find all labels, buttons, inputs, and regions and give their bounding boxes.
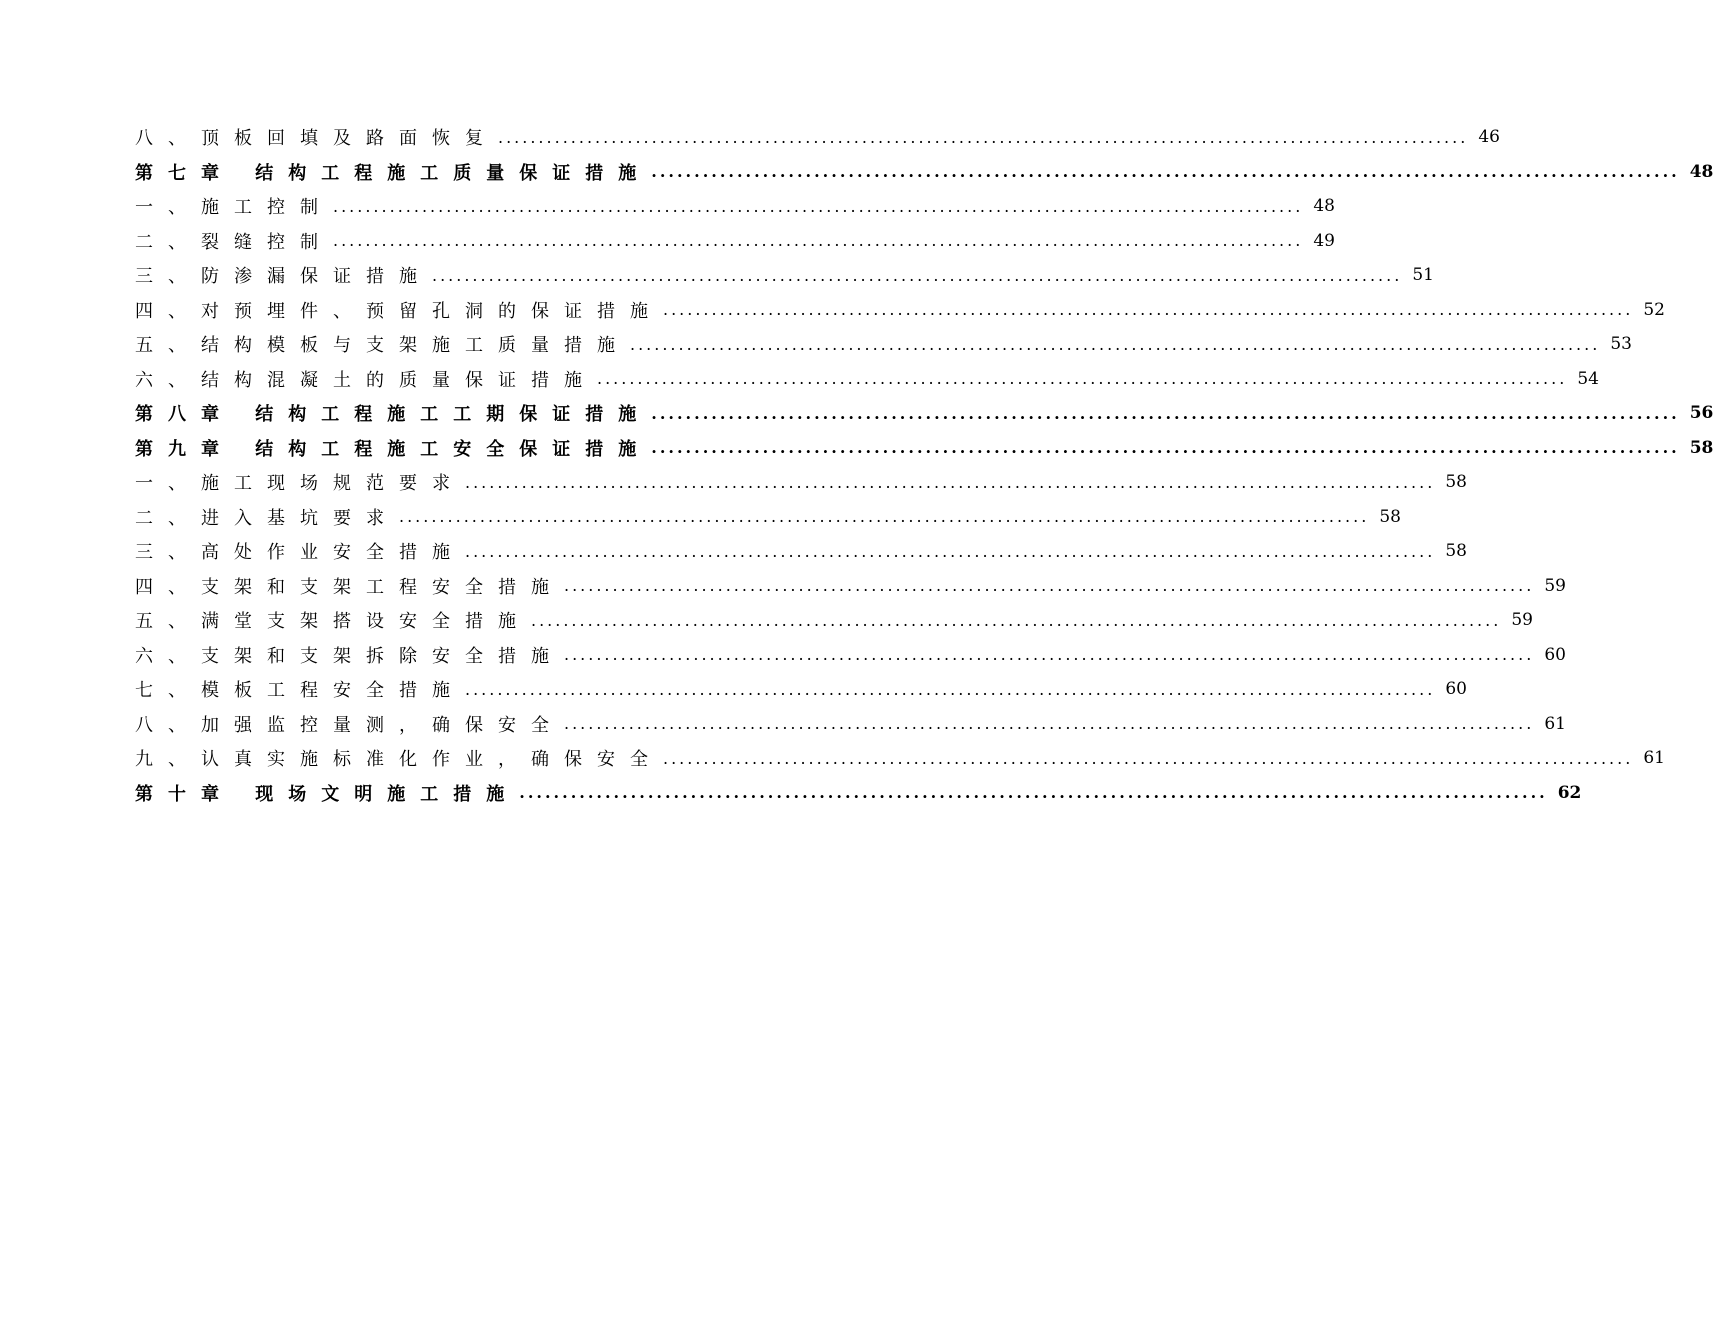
toc-dot-leader: ........................................................................................................................ <box>465 472 1436 492</box>
toc-dot-leader: ........................................................................................................................ <box>498 127 1469 147</box>
toc-dot-leader: ........................................................................................................................ <box>519 783 1548 803</box>
toc-entry-page: 48 <box>1689 161 1713 182</box>
toc-entry[interactable] <box>135 603 1533 638</box>
toc-dot-leader: ........................................................................................................................ <box>564 645 1535 665</box>
toc-entry[interactable] <box>135 224 1335 259</box>
toc-entry-title: 五、结构模板与支架施工质量措施 <box>135 335 630 357</box>
toc-entry-page: 60 <box>1445 679 1467 700</box>
toc-entry-title: 六、支架和支架拆除安全措施 <box>135 645 564 667</box>
toc-entry[interactable] <box>135 534 1467 569</box>
toc-entry-title: 八、顶板回填及路面恢复 <box>135 128 498 150</box>
toc-entry[interactable] <box>135 396 1713 431</box>
table-of-contents <box>135 120 1713 810</box>
toc-entry-page: 59 <box>1511 610 1533 631</box>
toc-entry-page: 58 <box>1445 541 1467 562</box>
toc-entry[interactable] <box>135 465 1467 500</box>
toc-dot-leader: ........................................................................................................................ <box>564 576 1535 596</box>
toc-entry-page: 61 <box>1643 748 1665 769</box>
toc-entry-page: 60 <box>1544 644 1566 665</box>
toc-dot-leader: ........................................................................................................................ <box>651 403 1680 423</box>
toc-entry-page: 58 <box>1689 437 1713 458</box>
toc-entry-title: 第九章 结构工程施工安全保证措施 <box>135 438 652 460</box>
toc-entry-title: 二、进入基坑要求 <box>135 507 399 529</box>
toc-dot-leader: ........................................................................................................................ <box>651 162 1680 182</box>
toc-entry-title: 一、施工控制 <box>135 197 333 219</box>
toc-entry[interactable] <box>135 189 1335 224</box>
toc-entry[interactable] <box>135 776 1582 811</box>
toc-entry-page: 62 <box>1557 782 1582 803</box>
toc-entry[interactable] <box>135 120 1500 155</box>
toc-entry-title: 六、结构混凝土的质量保证措施 <box>135 369 597 391</box>
toc-entry-page: 61 <box>1544 713 1566 734</box>
toc-entry[interactable] <box>135 327 1632 362</box>
toc-dot-leader: ........................................................................................................................ <box>432 265 1403 285</box>
toc-dot-leader: ........................................................................................................................ <box>465 679 1436 699</box>
toc-entry[interactable] <box>135 500 1401 535</box>
toc-entry-page: 49 <box>1313 230 1335 251</box>
toc-entry-title: 三、高处作业安全措施 <box>135 542 465 564</box>
toc-entry-title: 七、模板工程安全措施 <box>135 680 465 702</box>
toc-entry[interactable] <box>135 258 1434 293</box>
toc-entry-page: 52 <box>1643 299 1665 320</box>
toc-entry-title: 四、支架和支架工程安全措施 <box>135 576 564 598</box>
toc-entry-title: 第十章 现场文明施工措施 <box>135 783 520 805</box>
toc-entry-page: 56 <box>1689 403 1713 424</box>
toc-dot-leader: ........................................................................................................................ <box>597 369 1568 389</box>
toc-entry-title: 四、对预埋件、预留孔洞的保证措施 <box>135 300 663 322</box>
toc-entry-title: 第八章 结构工程施工工期保证措施 <box>135 404 652 426</box>
toc-dot-leader: ........................................................................................................................ <box>333 231 1304 251</box>
toc-entry-page: 51 <box>1412 265 1434 286</box>
toc-entry-page: 53 <box>1610 334 1632 355</box>
toc-dot-leader: ........................................................................................................................ <box>333 196 1304 216</box>
toc-entry-title: 三、防渗漏保证措施 <box>135 266 432 288</box>
toc-entry[interactable] <box>135 431 1713 466</box>
toc-entry[interactable] <box>135 569 1566 604</box>
toc-dot-leader: ........................................................................................................................ <box>630 334 1601 354</box>
toc-entry[interactable] <box>135 638 1566 673</box>
toc-dot-leader: ........................................................................................................................ <box>564 714 1535 734</box>
toc-entry-page: 58 <box>1445 472 1467 493</box>
toc-entry-title: 八、加强监控量测，确保安全 <box>135 714 564 736</box>
toc-dot-leader: ........................................................................................................................ <box>663 300 1634 320</box>
toc-entry[interactable] <box>135 293 1665 328</box>
toc-entry[interactable] <box>135 155 1713 190</box>
toc-entry-title: 五、满堂支架搭设安全措施 <box>135 611 531 633</box>
toc-entry-title: 第七章 结构工程施工质量保证措施 <box>135 162 652 184</box>
toc-dot-leader: ........................................................................................................................ <box>663 748 1634 768</box>
toc-entry-title: 九、认真实施标准化作业，确保安全 <box>135 749 663 771</box>
toc-entry-page: 48 <box>1313 196 1335 217</box>
toc-dot-leader: ........................................................................................................................ <box>651 438 1680 458</box>
toc-entry-title: 一、施工现场规范要求 <box>135 473 465 495</box>
toc-entry-page: 46 <box>1478 127 1500 148</box>
toc-entry-title: 二、裂缝控制 <box>135 231 333 253</box>
toc-dot-leader: ........................................................................................................................ <box>399 507 1370 527</box>
toc-entry[interactable] <box>135 707 1566 742</box>
toc-entry-page: 54 <box>1577 368 1599 389</box>
toc-entry-page: 59 <box>1544 575 1566 596</box>
toc-dot-leader: ........................................................................................................................ <box>465 541 1436 561</box>
toc-entry-page: 58 <box>1379 506 1401 527</box>
toc-entry[interactable] <box>135 362 1599 397</box>
toc-entry[interactable] <box>135 672 1467 707</box>
toc-entry[interactable] <box>135 741 1665 776</box>
toc-dot-leader: ........................................................................................................................ <box>531 610 1502 630</box>
